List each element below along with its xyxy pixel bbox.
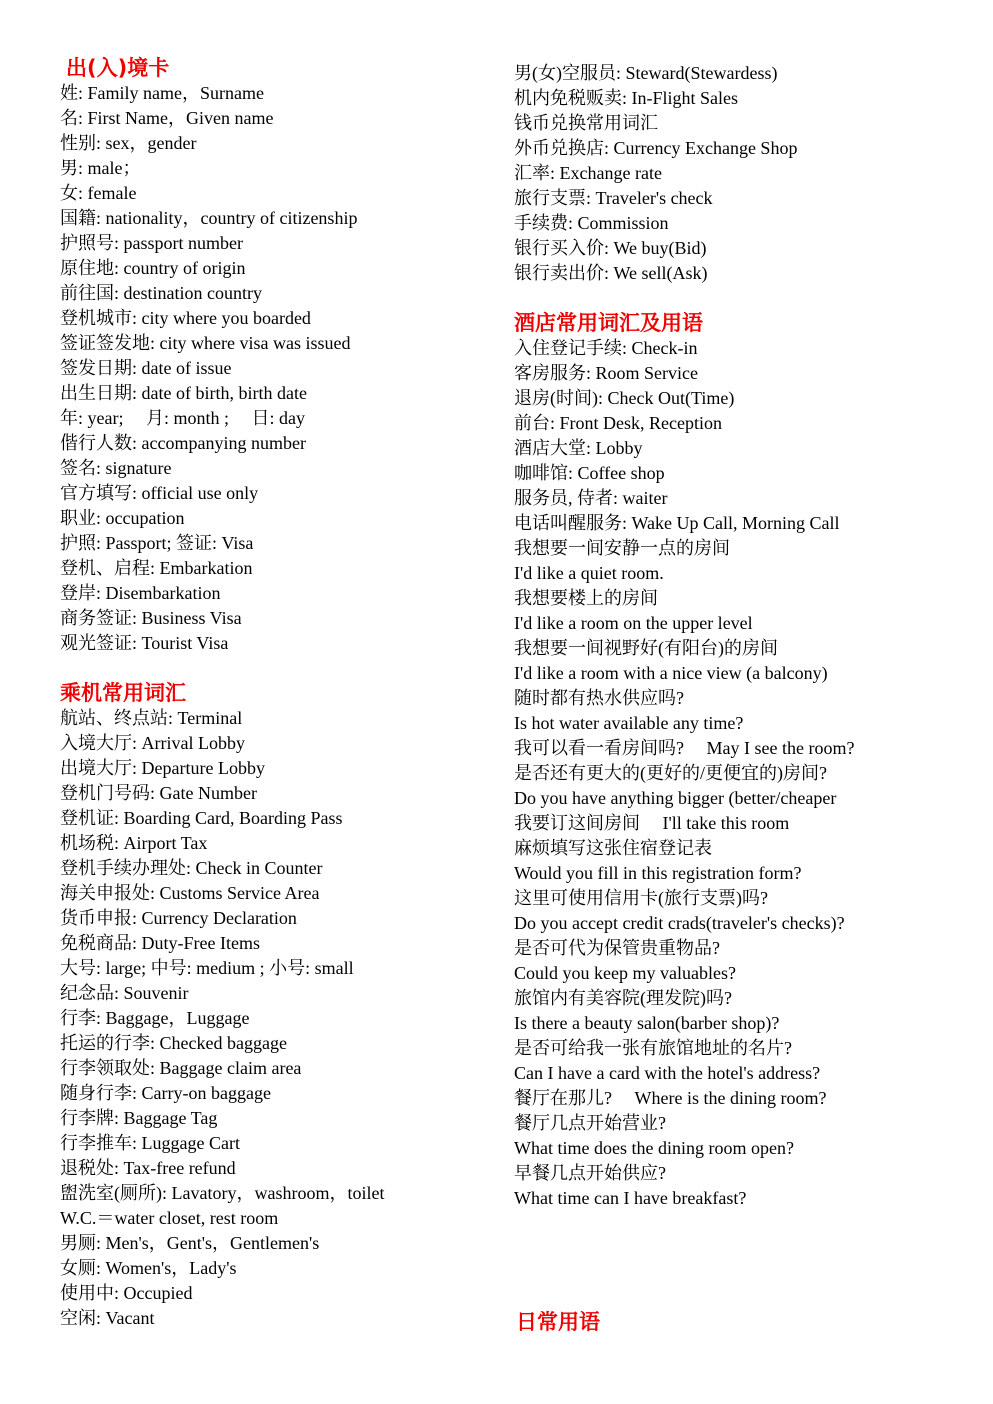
vocab-line: 入境大厅: Arrival Lobby <box>60 733 245 753</box>
vocab-line: 纪念品: Souvenir <box>60 983 189 1003</box>
vocab-line: 麻烦填写这张住宿登记表 <box>514 838 712 858</box>
vocab-line: 签证签发地: city where visa was issued <box>60 333 351 353</box>
vocab-line: 性别: sex，gender <box>60 133 197 153</box>
vocab-line: 行李: Baggage，Luggage <box>60 1008 250 1028</box>
vocab-line: W.C.＝water closet, rest room <box>60 1208 279 1228</box>
boarding-vocab-list <box>60 706 500 1331</box>
daily-phrases-heading: 日常用语 <box>516 1310 600 1334</box>
vocab-line: 钱币兑换常用词汇 <box>514 113 658 133</box>
vocab-line: 酒店大堂: Lobby <box>514 438 643 458</box>
vocab-line: Is hot water available any time? <box>514 713 744 733</box>
spacer <box>514 286 974 311</box>
vocab-line: I'd like a room with a nice view (a balcony) <box>514 663 828 683</box>
vocab-line: 客房服务: Room Service <box>514 363 698 383</box>
vocab-line: 餐厅在那儿? Where is the dining room? <box>514 1088 827 1108</box>
vocab-line: 随身行李: Carry-on baggage <box>60 1083 271 1103</box>
spacer <box>60 656 500 681</box>
vocab-line: 观光签证: Tourist Visa <box>60 633 229 653</box>
vocab-line: 免税商品: Duty-Free Items <box>60 933 260 953</box>
vocab-line: Do you have anything bigger (better/cheaper <box>514 788 837 808</box>
hotel-vocab-heading: 酒店常用词汇及用语 <box>514 311 703 335</box>
vocab-line: 外币兑换店: Currency Exchange Shop <box>514 138 798 158</box>
vocab-line: 行李领取处: Baggage claim area <box>60 1058 302 1078</box>
vocab-line: 登机城市: city where you boarded <box>60 308 311 328</box>
vocab-line: 是否可代为保管贵重物品? <box>514 938 720 958</box>
vocab-line: 出境大厅: Departure Lobby <box>60 758 265 778</box>
vocab-line: 女: female <box>60 183 137 203</box>
vocab-line: 是否可给我一张有旅馆地址的名片? <box>514 1038 792 1058</box>
vocab-line: 我想要楼上的房间 <box>514 588 658 608</box>
vocab-line: 餐厅几点开始营业? <box>514 1113 666 1133</box>
vocab-line: 出生日期: date of birth, birth date <box>60 383 307 403</box>
boarding-vocab-heading: 乘机常用词汇 <box>60 681 186 705</box>
vocab-line: 入住登记手续: Check-in <box>514 338 698 358</box>
vocab-line: 空闲: Vacant <box>60 1308 155 1328</box>
vocab-line: 偕行人数: accompanying number <box>60 433 306 453</box>
vocab-line: 我想要一间安静一点的房间 <box>514 538 730 558</box>
vocab-line: 服务员, 侍者: waiter <box>514 488 668 508</box>
vocab-line: Is there a beauty salon(barber shop)? <box>514 1013 780 1033</box>
entry-card-list <box>60 81 500 656</box>
vocab-line: 手续费: Commission <box>514 213 669 233</box>
vocab-line: 前往国: destination country <box>60 283 262 303</box>
vocab-line: 原住地: country of origin <box>60 258 246 278</box>
vocab-line: 使用中: Occupied <box>60 1283 193 1303</box>
entry-card-heading: 出(入)境卡 <box>66 56 170 80</box>
vocab-line: 登岸: Disembarkation <box>60 583 221 603</box>
vocab-line: 职业: occupation <box>60 508 185 528</box>
vocab-line: 登机、启程: Embarkation <box>60 558 253 578</box>
vocab-line: 国籍: nationality，country of citizenship <box>60 208 358 228</box>
vocab-line: 名: First Name，Given name <box>60 108 274 128</box>
vocab-line: 男(女)空服员: Steward(Stewardess) <box>514 63 778 83</box>
hotel-vocab-list <box>514 336 974 1211</box>
left-column <box>60 56 500 1331</box>
vocab-line: 旅馆内有美容院(理发院)吗? <box>514 988 732 1008</box>
vocab-line: 登机门号码: Gate Number <box>60 783 257 803</box>
vocab-line: 年: year; 月: month ; 日: day <box>60 408 305 428</box>
vocab-line: Would you fill in this registration form? <box>514 863 802 883</box>
vocab-line: 银行买入价: We buy(Bid) <box>514 238 707 258</box>
vocab-line: 男: male； <box>60 158 141 178</box>
vocab-line: 货币申报: Currency Declaration <box>60 908 297 928</box>
vocab-line: 托运的行李: Checked baggage <box>60 1033 287 1053</box>
vocab-line: 电话叫醒服务: Wake Up Call, Morning Call <box>514 513 840 533</box>
vocab-line: 姓: Family name，Surname <box>60 83 264 103</box>
vocab-line: 签发日期: date of issue <box>60 358 232 378</box>
vocab-line: 我要订这间房间 I'll take this room <box>514 813 790 833</box>
vocab-line: 签名: signature <box>60 458 172 478</box>
vocab-line: 随时都有热水供应吗? <box>514 688 684 708</box>
vocab-line: Could you keep my valuables? <box>514 963 736 983</box>
vocab-line: What time does the dining room open? <box>514 1138 794 1158</box>
vocab-line: 海关申报处: Customs Service Area <box>60 883 320 903</box>
vocab-line: 男厕: Men's，Gent's，Gentlemen's <box>60 1233 320 1253</box>
vocab-line: 早餐几点开始供应? <box>514 1163 666 1183</box>
vocab-line: 行李牌: Baggage Tag <box>60 1108 218 1128</box>
right-column <box>514 61 974 1211</box>
vocab-line: Do you accept credit crads(traveler's checks)? <box>514 913 845 933</box>
vocab-line: 是否还有更大的(更好的/更便宜的)房间? <box>514 763 827 783</box>
vocab-line: 行李推车: Luggage Cart <box>60 1133 240 1153</box>
vocab-line: 这里可使用信用卡(旅行支票)吗? <box>514 888 768 908</box>
vocab-line: 机场税: Airport Tax <box>60 833 208 853</box>
vocab-line: 退税处: Tax-free refund <box>60 1158 236 1178</box>
vocab-line: 咖啡馆: Coffee shop <box>514 463 665 483</box>
vocab-line: 退房(时间): Check Out(Time) <box>514 388 735 408</box>
vocab-line: 登机证: Boarding Card, Boarding Pass <box>60 808 343 828</box>
vocab-line: 护照: Passport; 签证: Visa <box>60 533 254 553</box>
vocab-line: 盥洗室(厕所): Lavatory，washroom，toilet <box>60 1183 385 1203</box>
vocab-line: 银行卖出价: We sell(Ask) <box>514 263 708 283</box>
vocab-line: 官方填写: official use only <box>60 483 259 503</box>
currency-vocab-list <box>514 61 974 286</box>
vocab-line: 旅行支票: Traveler's check <box>514 188 713 208</box>
vocab-line: I'd like a room on the upper level <box>514 613 753 633</box>
vocab-line: 前台: Front Desk, Reception <box>514 413 722 433</box>
vocab-line: What time can I have breakfast? <box>514 1188 747 1208</box>
vocab-line: Can I have a card with the hotel's address? <box>514 1063 821 1083</box>
vocab-line: 汇率: Exchange rate <box>514 163 662 183</box>
vocab-line: I'd like a quiet room. <box>514 563 664 583</box>
vocab-line: 护照号: passport number <box>60 233 243 253</box>
vocab-line: 商务签证: Business Visa <box>60 608 242 628</box>
vocab-line: 我可以看一看房间吗? May I see the room? <box>514 738 855 758</box>
vocab-line: 机内免税贩卖: In-Flight Sales <box>514 88 738 108</box>
vocab-line: 航站、终点站: Terminal <box>60 708 243 728</box>
vocab-line: 大号: large; 中号: medium ; 小号: small <box>60 958 354 978</box>
vocab-line: 登机手续办理处: Check in Counter <box>60 858 323 878</box>
vocab-line: 我想要一间视野好(有阳台)的房间 <box>514 638 778 658</box>
vocab-line: 女厕: Women's，Lady's <box>60 1258 237 1278</box>
